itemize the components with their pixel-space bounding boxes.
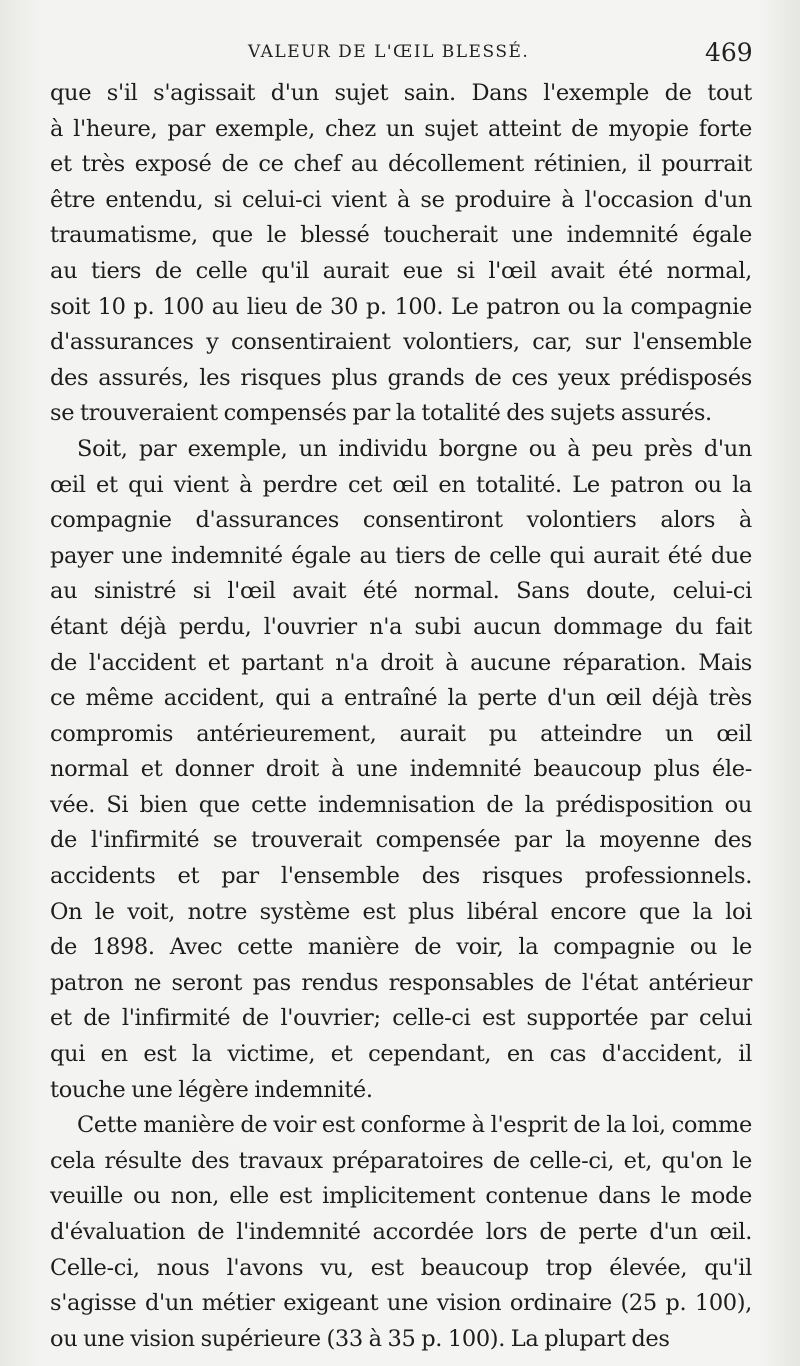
paragraph <box>50 1108 752 1357</box>
text-line: Soit, par exemple, un individu borgne ou à peu près d'un <box>77 435 752 462</box>
text-line: accidents et par l'ensemble des risques professionnels. <box>50 863 752 890</box>
text-line: des assurés, les risques plus grands de ces yeux prédisposés <box>50 364 752 391</box>
running-title: VALEUR DE L'ŒIL BLESSÉ. <box>248 42 530 62</box>
text-line: Celle-ci, nous l'avons vu, est beaucoup trop élevée, qu'il <box>50 1254 752 1281</box>
text-line: au tiers de celle qu'il aurait eue si l'œil avait été normal, <box>50 257 752 284</box>
paragraph <box>50 432 752 1108</box>
page-header <box>0 30 800 70</box>
text-line: soit 10 p. 100 au lieu de 30 p. 100. Le patron ou la compagnie <box>50 293 752 320</box>
text-line: ou une vision supérieure (33 à 35 p. 100). La plupart des <box>50 1325 670 1352</box>
text-line: au sinistré si l'œil avait été normal. Sans doute, celui-ci <box>50 578 752 605</box>
text-line: compagnie d'assurances consentiront volontiers alors à <box>50 507 752 534</box>
text-line: d'assurances y consentiraient volontiers, car, sur l'ensemble <box>50 329 752 356</box>
text-line: se trouveraient compensés par la totalité des sujets assurés. <box>50 400 712 427</box>
body-text <box>50 76 752 1357</box>
text-line: s'agisse d'un métier exigeant une vision ordinaire (25 p. 100), <box>50 1290 752 1317</box>
text-line: payer une indemnité égale au tiers de celle qui aurait été due <box>50 542 752 569</box>
page-number: 469 <box>705 38 753 67</box>
text-line: normal et donner droit à une indemnité beaucoup plus éle- <box>50 756 752 783</box>
paragraph <box>50 76 752 432</box>
text-line: et très exposé de ce chef au décollement rétinien, il pourrait <box>50 151 752 178</box>
text-line: de l'accident et partant n'a droit à aucune réparation. Mais <box>50 649 752 676</box>
text-line: œil et qui vient à perdre cet œil en totalité. Le patron ou la <box>50 471 752 498</box>
text-line: qui en est la victime, et cependant, en cas d'accident, il <box>50 1041 752 1068</box>
text-line: de l'infirmité se trouverait compensée par la moyenne des <box>50 827 752 854</box>
text-line: étant déjà perdu, l'ouvrier n'a subi aucun dommage du fait <box>50 613 752 640</box>
text-line: être entendu, si celui-ci vient à se produire à l'occasion d'un <box>50 186 752 213</box>
text-line: patron ne seront pas rendus responsables de l'état antérieur <box>50 969 752 996</box>
text-line: d'évaluation de l'indemnité accordée lors de perte d'un œil. <box>50 1219 752 1245</box>
text-line: cela résulte des travaux préparatoires de celle-ci, et, qu'on le <box>50 1147 752 1174</box>
text-line: Cette manière de voir est conforme à l'esprit de la loi, comme <box>77 1112 752 1139</box>
text-line: ce même accident, qui a entraîné la perte d'un œil déjà très <box>50 685 752 712</box>
text-line: veuille ou non, elle est implicitement contenue dans le mode <box>50 1183 752 1210</box>
text-line: de 1898. Avec cette manière de voir, la compagnie ou le <box>50 934 752 961</box>
text-line: vée. Si bien que cette indemnisation de la prédisposition ou <box>50 791 752 818</box>
text-line: que s'il s'agissait d'un sujet sain. Dans l'exemple de tout <box>50 80 752 106</box>
text-line: touche une légère indemnité. <box>50 1076 373 1103</box>
text-line: On le voit, notre système est plus libéral encore que la loi <box>50 898 752 925</box>
text-line: et de l'infirmité de l'ouvrier; celle-ci est supportée par celui <box>50 1005 752 1032</box>
text-line: compromis antérieurement, aurait pu atteindre un œil <box>50 720 752 747</box>
text-line: à l'heure, par exemple, chez un sujet atteint de myopie forte <box>50 115 752 142</box>
text-line: traumatisme, que le blessé toucherait une indemnité égale <box>50 222 752 249</box>
